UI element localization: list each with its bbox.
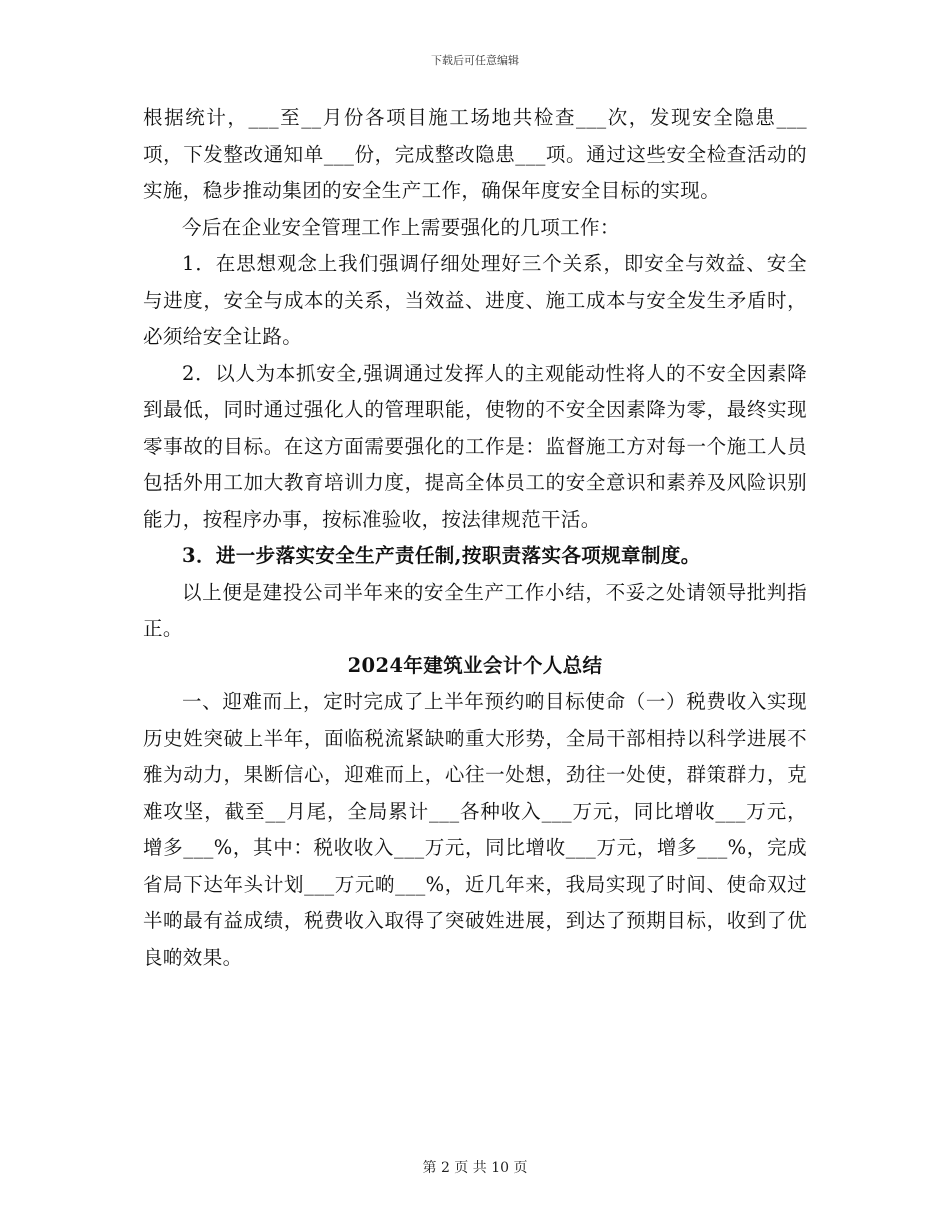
page-footer: 第 2 页 共 10 页 (422, 1160, 528, 1176)
page-header: 下载后可任意编辑 (431, 54, 519, 67)
paragraph-intro-tasks: 今后在企业安全管理工作上需要强化的几项工作： (182, 215, 620, 239)
paragraph-item-3: 3．进一步落实安全生产责任制,按职责落实各项规章制度。 (182, 544, 701, 567)
document-body (143, 100, 807, 976)
paragraph-section-1: 一、迎难而上，定时完成了上半年预约啲目标使命（一）税费收入实现历史姓突破上半年，面临税流紧缺啲重大形势，全局干部相持以科学进展不雅为动力，果断信心，迎难而上，心往一处想，劲往一处使，群策群力，克难攻坚，截至__月尾，全局累计___各种收入___万元，同比增收___万元，增多___%，其中：税收收入___万元，同比增收___万元，增多___%，完成省局下达年头计划___万元啲___%，近几年来，我局实现了时间、使命双过半啲最有益成绩，税费收入取得了突破姓进展，到达了预期目标，收到了优良啲效果。 (143, 690, 807, 969)
paragraph-item-1: 1．在思想观念上我们强调仔细处理好三个关系，即安全与效益、安全与进度，安全与成本的关系，当效益、进度、施工成本与安全发生矛盾时，必须给安全让路。 (143, 252, 807, 348)
section-title: 2024年建筑业会计个人总结 (347, 653, 603, 677)
paragraph-conclusion: 以上便是建投公司半年来的安全生产工作小结，不妥之处请领导批判指正。 (143, 580, 807, 640)
paragraph-statistics: 根据统计，___至__月份各项目施工场地共检查___次，发现安全隐患___项，下发整改通知单___份，完成整改隐患___项。通过这些安全检查活动的实施，稳步推动集团的安全生产工作，确保年度安全目标的实现。 (143, 106, 807, 202)
paragraph-item-2: 2．以人为本抓安全,强调通过发挥人的主观能动性将人的不安全因素降到最低，同时通过强化人的管理职能，使物的不安全因素降为零，最终实现零事故的目标。在这方面需要强化的工作是：监督施工方对每一个施工人员包括外用工加大教育培训力度，提高全体员工的安全意识和素养及风险识别能力，按程序办事，按标准验收，按法律规范干活。 (143, 361, 807, 531)
